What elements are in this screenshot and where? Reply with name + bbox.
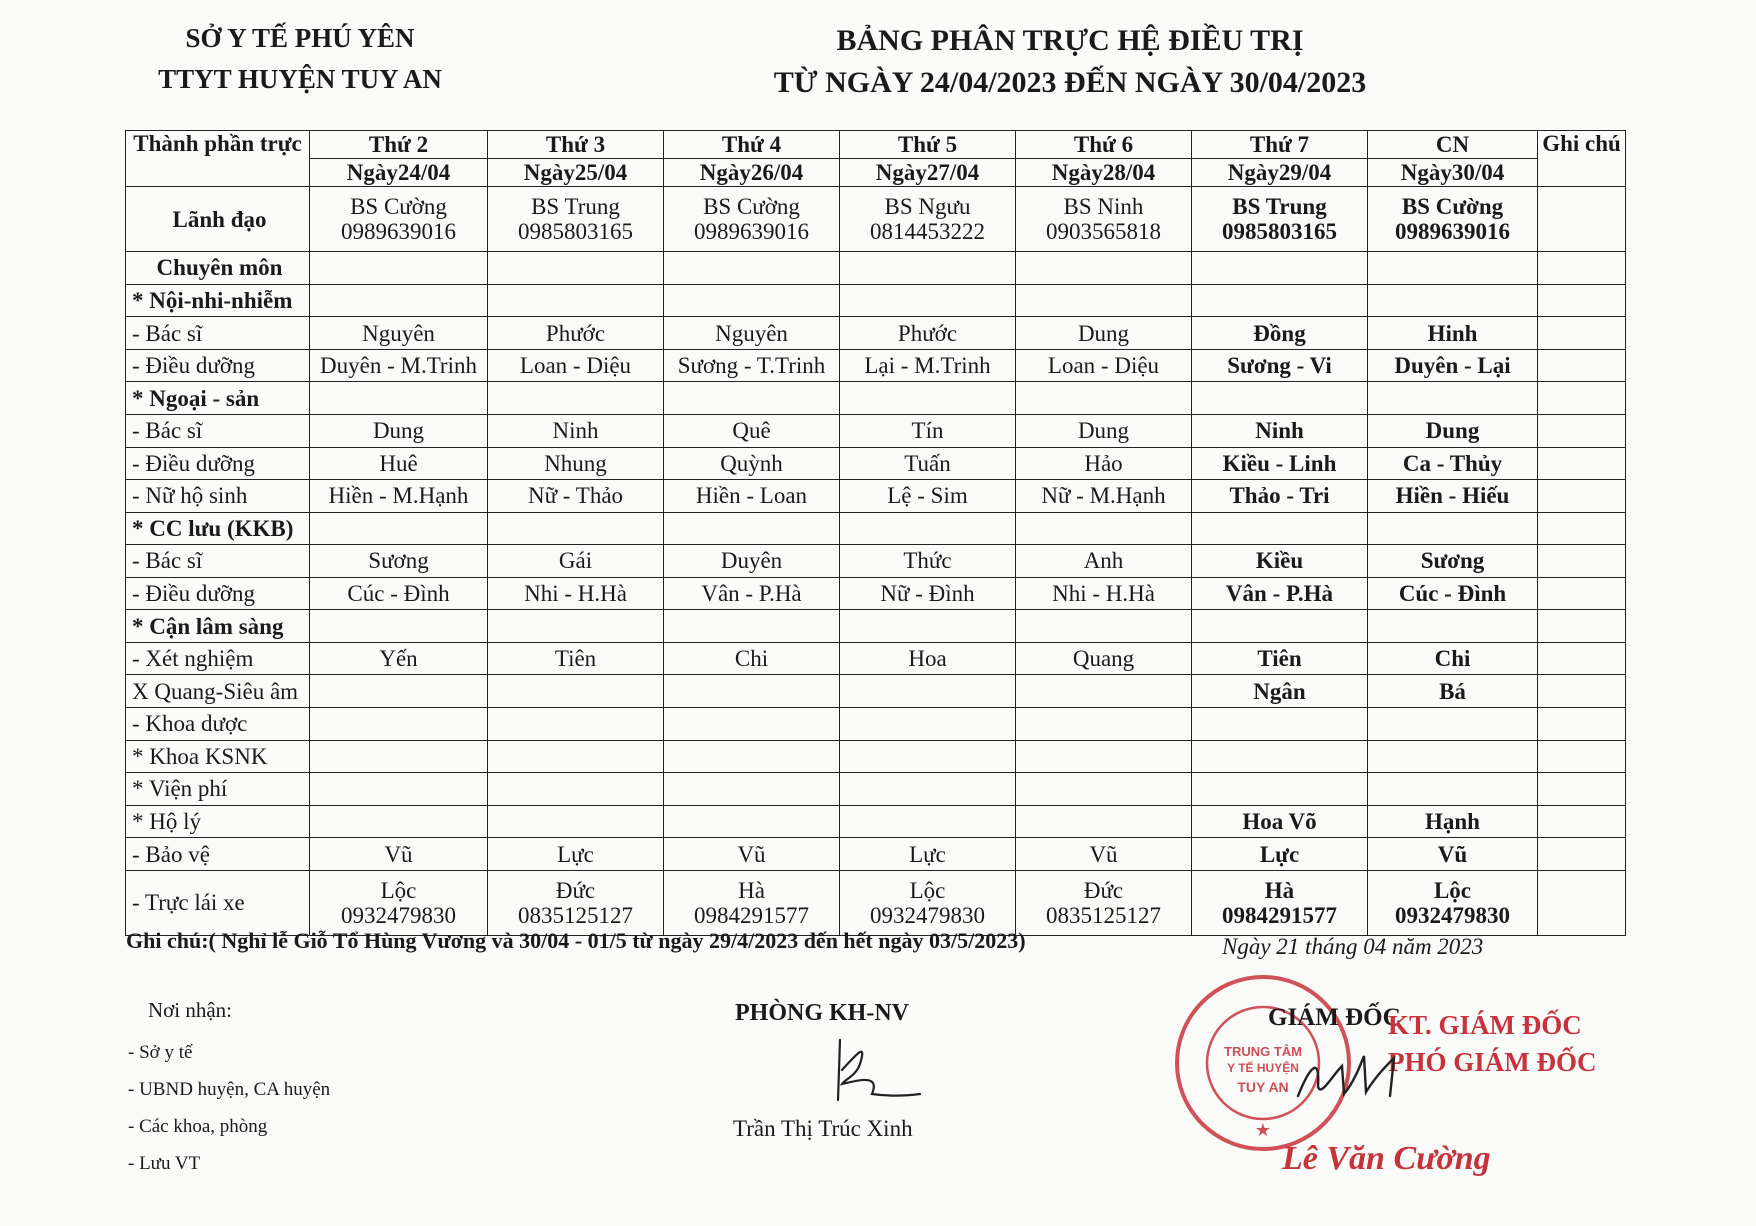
duty-cell — [488, 675, 664, 708]
row-label: - Điều dưỡng — [126, 447, 310, 480]
duty-phone: 0932479830 — [1395, 902, 1510, 928]
note-cell — [1538, 480, 1626, 513]
note-cell — [1538, 740, 1626, 773]
duty-cell: Nguyên — [310, 317, 488, 350]
duty-cell: Ca - Thủy — [1368, 447, 1538, 480]
duty-cell: Tiên — [488, 642, 664, 675]
duty-cell: Sương - T.Trinh — [664, 349, 840, 382]
row-label: Lãnh đạo — [126, 187, 310, 252]
duty-cell: Lực — [840, 838, 1016, 871]
note-cell — [1538, 708, 1626, 741]
duty-cell — [488, 708, 664, 741]
duty-cell: Cúc - Đình — [310, 577, 488, 610]
duty-cell: Nữ - Thảo — [488, 480, 664, 513]
issue-date: Ngày 21 tháng 04 năm 2023 — [1222, 934, 1484, 959]
duty-cell: Nguyên — [664, 317, 840, 350]
duty-cell: Nữ - Đình — [840, 577, 1016, 610]
duty-cell — [488, 284, 664, 317]
day-date-header: Ngày27/04 — [840, 159, 1016, 187]
title-line-2: TỪ NGÀY 24/04/2023 ĐẾN NGÀY 30/04/2023 — [773, 66, 1367, 99]
day-name-header: Thứ 4 — [664, 131, 840, 159]
duty-cell: Quê — [664, 414, 840, 447]
duty-cell: Hoa — [840, 642, 1016, 675]
roster-row — [126, 284, 1626, 317]
note-cell — [1538, 447, 1626, 480]
duty-cell — [488, 187, 664, 252]
row-label: * Cận lâm sàng — [126, 610, 310, 643]
duty-name: Lộc — [1433, 877, 1472, 903]
duty-phone: 0984291577 — [1222, 902, 1337, 928]
note-cell — [1538, 805, 1626, 838]
duty-phone: 0835125127 — [1046, 902, 1161, 928]
duty-cell — [664, 252, 840, 285]
roster-row — [126, 610, 1626, 643]
duty-cell: Quang — [1016, 642, 1192, 675]
duty-cell — [1368, 773, 1538, 806]
duty-cell — [1016, 773, 1192, 806]
row-label: Chuyên môn — [126, 252, 310, 285]
duty-name: BS Cường — [703, 194, 800, 220]
duty-phone: 0985803165 — [1222, 219, 1337, 245]
duty-cell — [310, 675, 488, 708]
duty-cell — [840, 284, 1016, 317]
duty-cell — [1016, 805, 1192, 838]
duty-cell — [664, 187, 840, 252]
duty-cell — [1368, 382, 1538, 415]
recipients-title: Nơi nhận: — [148, 998, 233, 1022]
row-label: - Bảo vệ — [126, 838, 310, 871]
duty-cell: Ninh — [1192, 414, 1368, 447]
duty-cell: Phước — [840, 317, 1016, 350]
duty-phone: 0985803165 — [518, 219, 633, 245]
roster-row — [126, 382, 1626, 415]
duty-cell: Duyên — [664, 545, 840, 578]
duty-cell — [1192, 610, 1368, 643]
duty-cell — [1192, 708, 1368, 741]
duty-cell: Kiều — [1192, 545, 1368, 578]
director-signer-name: Lê Văn Cường — [1282, 1140, 1491, 1177]
duty-cell: Vũ — [310, 838, 488, 871]
footer-note: Ghi chú:( Nghỉ lễ Giỗ Tổ Hùng Vương và 30/04 - 01/5 từ ngày 29/4/2023 đến hết ngày 03/5/2023) — [126, 928, 1026, 953]
duty-cell — [1016, 382, 1192, 415]
duty-cell: Bá — [1368, 675, 1538, 708]
duty-cell: Vân - P.Hà — [664, 577, 840, 610]
row-label: - Xét nghiệm — [126, 642, 310, 675]
duty-cell — [840, 512, 1016, 545]
duty-name: Lộc — [909, 877, 946, 903]
duty-cell: Chi — [664, 642, 840, 675]
duty-phone: 0932479830 — [341, 902, 456, 928]
duty-cell: Huê — [310, 447, 488, 480]
duty-cell — [488, 740, 664, 773]
roster-row — [126, 642, 1626, 675]
duty-cell — [664, 284, 840, 317]
duty-cell — [1192, 773, 1368, 806]
duty-cell — [664, 870, 840, 935]
note-cell — [1538, 838, 1626, 871]
row-label: * Ngoại - sản — [126, 382, 310, 415]
document-title — [640, 20, 1500, 104]
duty-cell — [1192, 382, 1368, 415]
duty-cell — [664, 382, 840, 415]
duty-cell — [840, 187, 1016, 252]
duty-cell: Thảo - Tri — [1192, 480, 1368, 513]
day-date-header: Ngày30/04 — [1368, 159, 1538, 187]
org-line-1: SỞ Y TẾ PHÚ YÊN — [185, 23, 415, 53]
duty-cell — [310, 805, 488, 838]
day-name-header: CN — [1368, 131, 1538, 159]
row-label: - Bác sĩ — [126, 545, 310, 578]
roster-row — [126, 838, 1626, 871]
duty-cell — [1016, 252, 1192, 285]
duty-cell — [488, 773, 664, 806]
duty-cell — [310, 284, 488, 317]
duty-cell — [840, 610, 1016, 643]
roster-row — [126, 675, 1626, 708]
duty-cell: Dung — [1368, 414, 1538, 447]
roster-row — [126, 414, 1626, 447]
note-cell — [1538, 870, 1626, 935]
roster-row — [126, 512, 1626, 545]
corner-header: Thành phần trực — [126, 131, 310, 187]
duty-cell — [840, 675, 1016, 708]
svg-text:Y TẾ HUYỆN: Y TẾ HUYỆN — [1227, 1061, 1299, 1075]
duty-cell — [840, 708, 1016, 741]
duty-cell: Dung — [1016, 317, 1192, 350]
duty-cell: Nhi - H.Hà — [488, 577, 664, 610]
duty-cell: Quỳnh — [664, 447, 840, 480]
duty-cell — [310, 512, 488, 545]
roster-row — [126, 317, 1626, 350]
row-label: - Bác sĩ — [126, 414, 310, 447]
duty-roster-table — [125, 130, 1626, 936]
duty-name: Đức — [1083, 877, 1124, 903]
day-name-header: Thứ 3 — [488, 131, 664, 159]
note-cell — [1538, 187, 1626, 252]
duty-cell — [310, 708, 488, 741]
recipient-item: - Các khoa, phòng — [128, 1116, 268, 1137]
duty-cell — [664, 512, 840, 545]
roster-row — [126, 252, 1626, 285]
duty-phone: 0932479830 — [870, 902, 985, 928]
row-label: - Nữ hộ sinh — [126, 480, 310, 513]
duty-cell — [1192, 512, 1368, 545]
recipient-item: - Sở y tế — [128, 1042, 193, 1063]
day-date-header: Ngày26/04 — [664, 159, 840, 187]
svg-text:★: ★ — [1254, 1120, 1272, 1140]
day-name-header: Thứ 5 — [840, 131, 1016, 159]
duty-name: Lộc — [380, 877, 417, 903]
duty-cell — [840, 870, 1016, 935]
note-cell — [1538, 349, 1626, 382]
duty-cell: Hiền - M.Hạnh — [310, 480, 488, 513]
duty-cell — [1368, 187, 1538, 252]
row-label: - Bác sĩ — [126, 317, 310, 350]
duty-cell: Lực — [1192, 838, 1368, 871]
roster-row — [126, 805, 1626, 838]
note-cell — [1538, 317, 1626, 350]
duty-cell — [1368, 284, 1538, 317]
duty-cell: Thức — [840, 545, 1016, 578]
row-label: * Viện phí — [126, 773, 310, 806]
duty-cell: Vũ — [664, 838, 840, 871]
roster-row — [126, 577, 1626, 610]
deputy-line-2: PHÓ GIÁM ĐỐC — [1388, 1047, 1597, 1077]
duty-cell — [1016, 675, 1192, 708]
duty-cell — [1016, 740, 1192, 773]
duty-cell: Loan - Diệu — [488, 349, 664, 382]
row-label: - Khoa dược — [126, 708, 310, 741]
duty-cell — [1192, 187, 1368, 252]
duty-cell — [310, 252, 488, 285]
duty-cell — [1016, 284, 1192, 317]
duty-cell: Vân - P.Hà — [1192, 577, 1368, 610]
duty-name: BS Ngưu — [884, 194, 971, 220]
note-cell — [1538, 545, 1626, 578]
recipient-item: - Lưu VT — [128, 1153, 201, 1174]
deputy-line-1: KT. GIÁM ĐỐC — [1388, 1010, 1582, 1040]
row-label: * Hộ lý — [126, 805, 310, 838]
duty-phone: 0814453222 — [870, 219, 985, 245]
duty-cell — [1016, 610, 1192, 643]
duty-cell — [664, 708, 840, 741]
row-label: * CC lưu (KKB) — [126, 512, 310, 545]
duty-cell — [1192, 870, 1368, 935]
note-cell — [1538, 382, 1626, 415]
duty-cell — [1368, 740, 1538, 773]
duty-cell — [310, 187, 488, 252]
duty-cell: Duyên - Lại — [1368, 349, 1538, 382]
duty-name: Đức — [555, 877, 596, 903]
day-name-header: Thứ 6 — [1016, 131, 1192, 159]
duty-cell — [1192, 252, 1368, 285]
duty-cell — [1368, 610, 1538, 643]
duty-cell: Loan - Diệu — [1016, 349, 1192, 382]
duty-cell — [488, 610, 664, 643]
duty-cell — [840, 382, 1016, 415]
roster-row — [126, 773, 1626, 806]
day-date-header: Ngày25/04 — [488, 159, 664, 187]
duty-cell: Kiều - Linh — [1192, 447, 1368, 480]
duty-cell: Đồng — [1192, 317, 1368, 350]
day-date-header: Ngày29/04 — [1192, 159, 1368, 187]
row-label: * Khoa KSNK — [126, 740, 310, 773]
title-line-1: BẢNG PHÂN TRỰC HỆ ĐIỀU TRỊ — [836, 24, 1304, 57]
note-cell — [1538, 610, 1626, 643]
note-column-header: Ghi chú — [1538, 131, 1626, 187]
org-line-2: TTYT HUYỆN TUY AN — [158, 64, 442, 94]
note-cell — [1538, 577, 1626, 610]
duty-cell: Tín — [840, 414, 1016, 447]
duty-phone: 0903565818 — [1046, 219, 1161, 245]
duty-phone: 0989639016 — [1395, 219, 1510, 245]
duty-cell: Dung — [310, 414, 488, 447]
director-signature — [1290, 1036, 1420, 1116]
duty-cell — [1368, 708, 1538, 741]
duty-cell: Hảo — [1016, 447, 1192, 480]
duty-cell — [1368, 870, 1538, 935]
day-name-header: Thứ 2 — [310, 131, 488, 159]
row-label: * Nội-nhi-nhiễm — [126, 284, 310, 317]
duty-phone: 0989639016 — [694, 219, 809, 245]
header-row-date — [126, 159, 1626, 187]
svg-text:TRUNG TÂM: TRUNG TÂM — [1224, 1044, 1302, 1059]
duty-cell: Vũ — [1016, 838, 1192, 871]
duty-cell — [1016, 512, 1192, 545]
recipients-block — [128, 998, 330, 1182]
duty-phone: 0989639016 — [341, 219, 456, 245]
day-date-header: Ngày24/04 — [310, 159, 488, 187]
duty-cell: Hoa Võ — [1192, 805, 1368, 838]
note-cell — [1538, 512, 1626, 545]
duty-cell — [488, 382, 664, 415]
duty-cell: Yến — [310, 642, 488, 675]
roster-row — [126, 447, 1626, 480]
duty-phone: 0835125127 — [518, 902, 633, 928]
duty-cell — [1016, 708, 1192, 741]
duty-cell: Hạnh — [1368, 805, 1538, 838]
duty-cell — [1192, 740, 1368, 773]
row-label: - Trực lái xe — [126, 870, 310, 935]
department-signer-name: Trần Thị Trúc Xinh — [733, 1116, 913, 1141]
duty-cell — [488, 805, 664, 838]
duty-cell — [664, 675, 840, 708]
duty-cell: Ngân — [1192, 675, 1368, 708]
duty-cell — [1016, 187, 1192, 252]
duty-cell — [488, 512, 664, 545]
duty-name: Hà — [738, 877, 765, 903]
duty-cell — [664, 610, 840, 643]
duty-cell: Cúc - Đình — [1368, 577, 1538, 610]
day-date-header: Ngày28/04 — [1016, 159, 1192, 187]
roster-row — [126, 870, 1626, 935]
duty-cell: Chi — [1368, 642, 1538, 675]
duty-cell: Gái — [488, 545, 664, 578]
duty-cell — [840, 773, 1016, 806]
roster-row — [126, 480, 1626, 513]
duty-name: BS Trung — [531, 194, 620, 220]
duty-name: Hà — [1264, 877, 1295, 903]
duty-cell — [310, 610, 488, 643]
duty-cell — [664, 805, 840, 838]
svg-text:TUY AN: TUY AN — [1237, 1079, 1289, 1095]
duty-cell: Duyên - M.Trinh — [310, 349, 488, 382]
duty-cell: Hiền - Loan — [664, 480, 840, 513]
row-label: - Điều dưỡng — [126, 349, 310, 382]
duty-cell: Hinh — [1368, 317, 1538, 350]
roster-row — [126, 545, 1626, 578]
duty-cell — [840, 805, 1016, 838]
duty-cell — [1368, 512, 1538, 545]
duty-cell — [664, 773, 840, 806]
duty-phone: 0984291577 — [694, 902, 809, 928]
duty-name: BS Cường — [350, 194, 447, 220]
header-row-day — [126, 131, 1626, 159]
duty-cell: Hiền - Hiếu — [1368, 480, 1538, 513]
duty-cell — [1016, 870, 1192, 935]
duty-cell — [310, 382, 488, 415]
duty-cell — [310, 870, 488, 935]
department-title: PHÒNG KH-NV — [735, 1000, 909, 1026]
duty-name: BS Ninh — [1063, 194, 1144, 220]
duty-cell — [310, 773, 488, 806]
duty-cell: Dung — [1016, 414, 1192, 447]
duty-cell: Ninh — [488, 414, 664, 447]
duty-cell: Phước — [488, 317, 664, 350]
duty-cell — [1368, 252, 1538, 285]
duty-cell — [1192, 284, 1368, 317]
note-cell — [1538, 252, 1626, 285]
duty-cell: Anh — [1016, 545, 1192, 578]
roster-row — [126, 187, 1626, 252]
duty-cell — [840, 740, 1016, 773]
recipient-item: - UBND huyện, CA huyện — [128, 1079, 331, 1100]
duty-cell: Vũ — [1368, 838, 1538, 871]
director-title: GIÁM ĐỐC — [1268, 1004, 1401, 1031]
note-cell — [1538, 675, 1626, 708]
roster-row — [126, 349, 1626, 382]
duty-cell: Nhi - H.Hà — [1016, 577, 1192, 610]
organization-header — [140, 18, 460, 100]
note-cell — [1538, 642, 1626, 675]
duty-cell — [840, 252, 1016, 285]
day-name-header: Thứ 7 — [1192, 131, 1368, 159]
duty-cell: Sương — [1368, 545, 1538, 578]
note-cell — [1538, 414, 1626, 447]
duty-name: BS Cường — [1401, 194, 1504, 220]
duty-cell: Tuấn — [840, 447, 1016, 480]
duty-cell: Tiên — [1192, 642, 1368, 675]
row-label: - Điều dưỡng — [126, 577, 310, 610]
duty-cell: Lại - M.Trinh — [840, 349, 1016, 382]
roster-row — [126, 740, 1626, 773]
roster-row — [126, 708, 1626, 741]
duty-cell: Nữ - M.Hạnh — [1016, 480, 1192, 513]
department-signature — [820, 1030, 930, 1110]
row-label: X Quang-Siêu âm — [126, 675, 310, 708]
duty-cell — [488, 870, 664, 935]
duty-name: BS Trung — [1232, 194, 1327, 220]
note-cell — [1538, 773, 1626, 806]
note-cell — [1538, 284, 1626, 317]
duty-cell — [664, 740, 840, 773]
duty-cell: Sương — [310, 545, 488, 578]
duty-cell: Lực — [488, 838, 664, 871]
duty-cell: Nhung — [488, 447, 664, 480]
duty-cell — [310, 740, 488, 773]
duty-cell: Sương - Vi — [1192, 349, 1368, 382]
duty-cell: Lệ - Sim — [840, 480, 1016, 513]
duty-cell — [488, 252, 664, 285]
